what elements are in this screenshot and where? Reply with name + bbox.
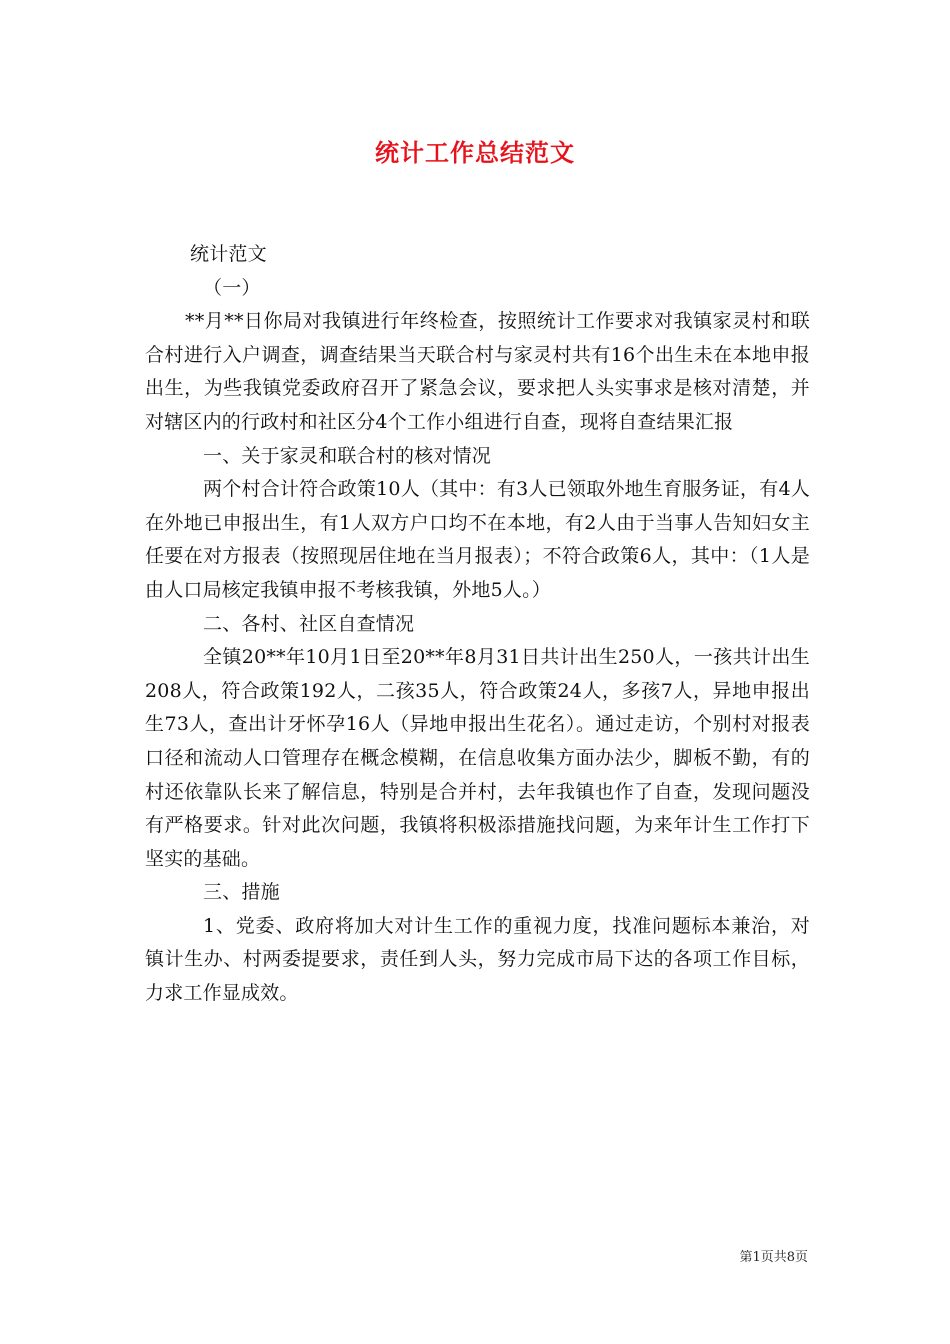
page-number: 第1页共8页 <box>739 1250 808 1265</box>
document-body <box>145 238 810 1011</box>
section-marker: （一） <box>203 276 261 299</box>
paragraph-section-3: 1、党委、政府将加大对计生工作的重视力度，找准问题标本兼治，对镇计生办、村两委提要求，责任到人头，努力完成市局下达的各项工作目标，力求工作显成效。 <box>145 914 810 1005</box>
heading-section-3: 三、措施 <box>203 881 280 904</box>
heading-section-1: 一、关于家灵和联合村的核对情况 <box>203 444 492 467</box>
paragraph-intro: **月**日你局对我镇进行年终检查，按照统计工作要求对我镇家灵村和联合村进行入户调查，调查结果当天联合村与家灵村共有16个出生未在本地申报出生，为些我镇党委政府召开了紧急会议，要求把人头实事求是核对清楚，并对辖区内的行政村和社区分4个工作小组进行自查，现将自查结果汇报 <box>145 310 810 433</box>
subtitle: 统计范文 <box>190 243 267 265</box>
heading-section-2: 二、各村、社区自查情况 <box>203 612 415 635</box>
document-title: 统计工作总结范文 <box>375 138 575 167</box>
paragraph-section-1: 两个村合计符合政策10人（其中：有3人已领取外地生育服务证，有4人在外地已申报出生，有1人双方户口均不在本地，有2人由于当事人告知妇女主任要在对方报表（按照现居住地在当月报表）；不符合政策6人，其中：（1人是由人口局核定我镇申报不考核我镇，外地5人。） <box>145 478 810 601</box>
paragraph-section-2: 全镇20**年10月1日至20**年8月31日共计出生250人，一孩共计出生208人，符合政策192人，二孩35人，符合政策24人，多孩7人，异地申报出生73人，查出计牙怀孕16人（异地申报出生花名）。通过走访，个别村对报表口径和流动人口管理存在概念模糊，在信息收集方面办法少，脚板不勤，有的村还依靠队长来了解信息，特别是合并村，去年我镇也作了自查，发现问题没有严格要求。针对此次问题，我镇将积极添措施找问题，为来年计生工作打下坚实的基础。 <box>145 646 810 870</box>
